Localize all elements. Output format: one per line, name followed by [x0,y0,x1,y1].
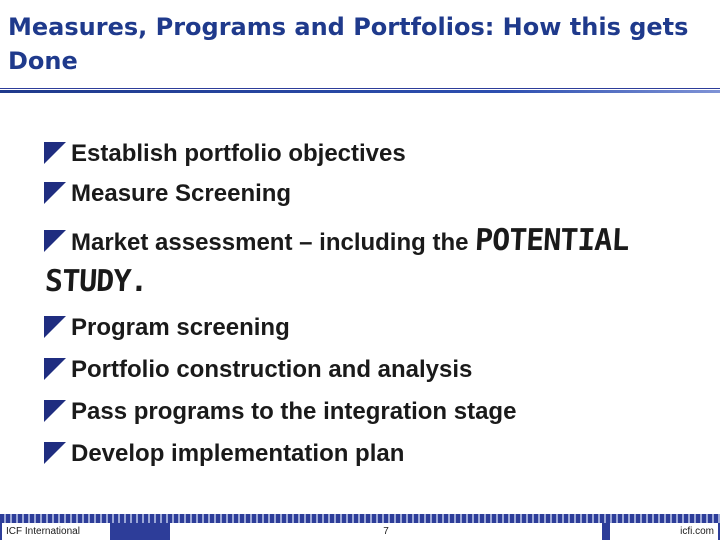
bullet-list [44,135,704,473]
triangle-bullet-icon [44,442,66,464]
bullet-text: Market assessment – including the [71,229,476,256]
triangle-bullet-icon [44,142,66,164]
bullet-item [44,309,704,347]
bullet-item [44,393,704,431]
bullet-item [44,223,704,299]
triangle-bullet-icon [44,182,66,204]
footer-dotted-band [0,514,720,523]
bullet-item [44,135,704,173]
bullet-text: Measure Screening [71,180,292,207]
handwritten-annotation: STUDY. [44,264,149,299]
page-number: 7 [170,523,602,540]
bullet-item [44,435,704,473]
bullet-text: Pass programs to the integration stage [71,398,517,425]
title-divider [0,88,720,94]
triangle-bullet-icon [44,400,66,422]
triangle-bullet-icon [44,358,66,380]
bullet-text: Portfolio construction and analysis [71,356,473,383]
triangle-bullet-icon [44,316,66,338]
handwritten-annotation: POTENTIAL [474,223,630,258]
bullet-text: Develop implementation plan [71,440,405,467]
bullet-text: Program screening [71,314,290,341]
slide-title: Measures, Programs and Portfolios: How this gets Done [8,13,689,75]
footer-website: icfi.com [610,523,718,540]
footer-company: ICF International [2,523,110,540]
triangle-bullet-icon [44,230,66,252]
bullet-item [44,351,704,389]
bullet-text: Establish portfolio objectives [71,140,406,167]
slide-footer [0,514,720,540]
bullet-item [44,175,704,213]
